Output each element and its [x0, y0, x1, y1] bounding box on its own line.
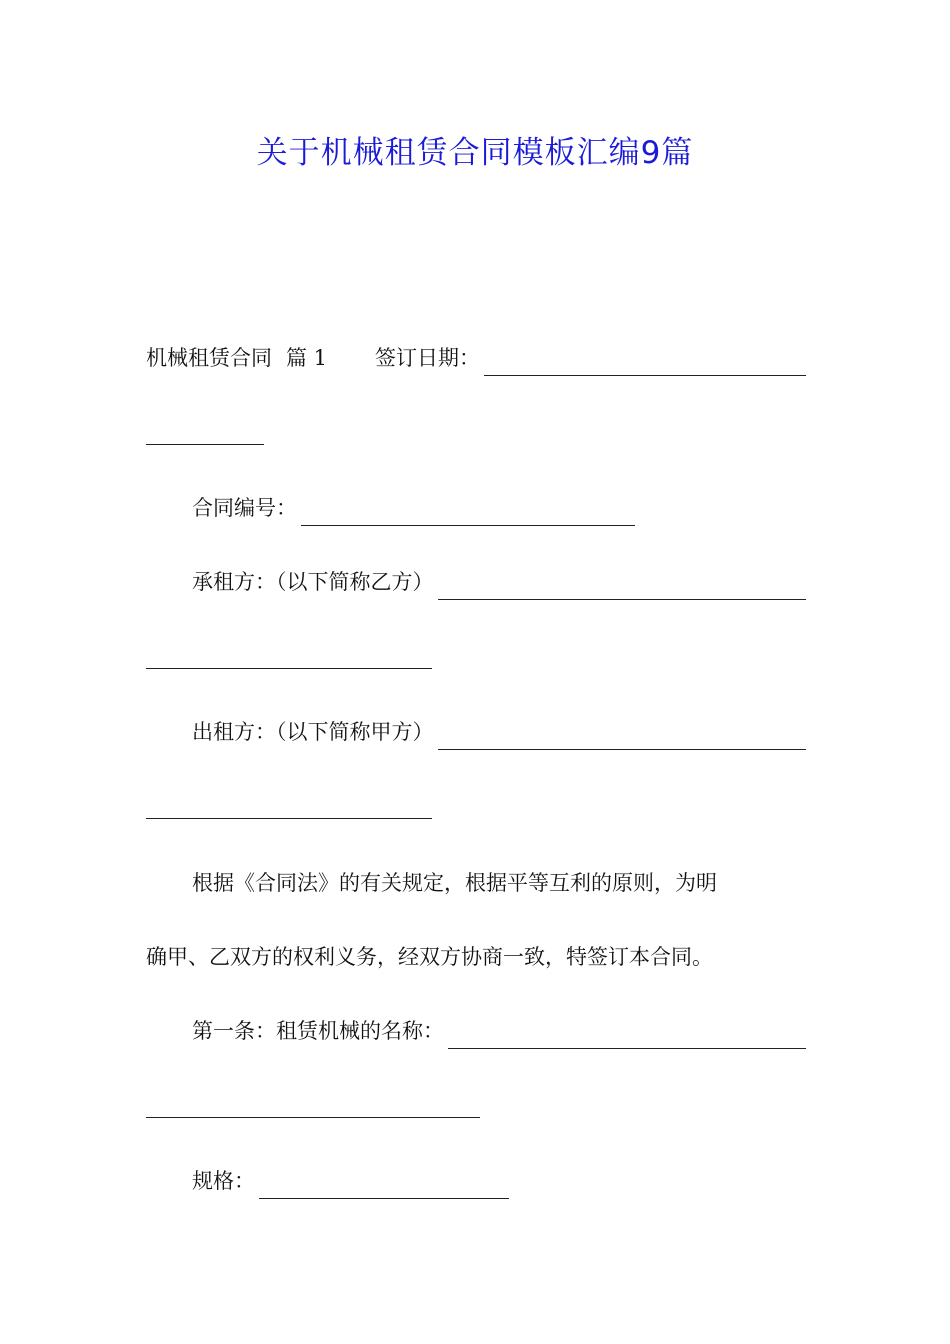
lessor-label: 出租方：（以下简称甲方）: [192, 720, 434, 744]
article1-line: [192, 1013, 806, 1049]
lessee-blank-continued[interactable]: [146, 667, 432, 669]
machine-name-blank-continued[interactable]: [146, 1116, 480, 1118]
spec-label: 规格：: [192, 1169, 255, 1193]
article1-label: 第一条：租赁机械的名称：: [192, 1019, 444, 1043]
sign-date-blank[interactable]: [484, 349, 806, 376]
contract-no-blank[interactable]: [301, 499, 635, 526]
sign-date-label: 签订日期：: [375, 346, 481, 370]
basis-paragraph-line2: 确甲、乙双方的权利义务，经双方协商一致，特签订本合同。: [146, 945, 713, 969]
machine-name-blank[interactable]: [448, 1022, 806, 1049]
spec-blank[interactable]: [259, 1172, 509, 1199]
spec-line: [192, 1163, 806, 1199]
basis-paragraph-line1: 根据《合同法》的有关规定，根据平等互利的原则，为明: [192, 871, 717, 895]
lessee-line: [192, 564, 806, 600]
section-label: 篇 1: [286, 346, 328, 370]
lessee-blank[interactable]: [438, 573, 807, 600]
lessor-blank-continued[interactable]: [146, 817, 432, 819]
contract-heading: 机械租赁合同: [146, 346, 272, 370]
contract-no-label: 合同编号：: [192, 496, 297, 520]
heading-line: [146, 340, 806, 376]
lessor-blank[interactable]: [438, 723, 807, 750]
sign-date-blank-continued[interactable]: [146, 443, 264, 445]
lessor-line: [192, 714, 806, 750]
contract-no-line: [192, 490, 806, 526]
lessee-label: 承租方：（以下简称乙方）: [192, 570, 434, 594]
document-title: 关于机械租赁合同模板汇编9篇: [256, 135, 694, 171]
